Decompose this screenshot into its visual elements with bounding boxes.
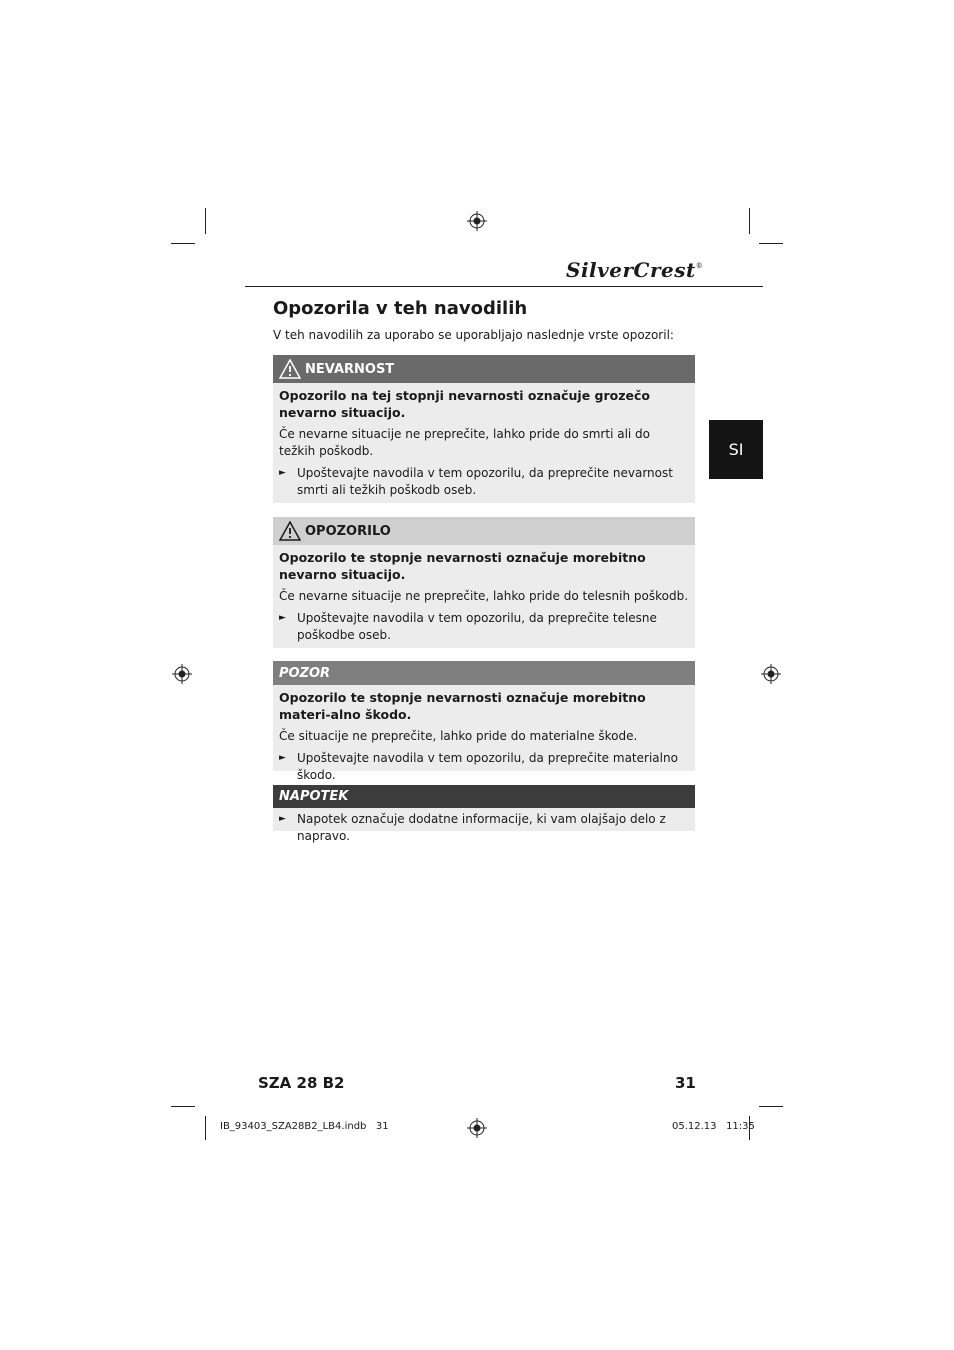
crop-mark — [759, 1106, 783, 1107]
list-item-text: Upoštevajte navodila v tem opozorilu, da preprečite materialno škodo. — [297, 751, 678, 782]
bullet-arrow-icon: ► — [279, 613, 286, 623]
warning-box-opozorilo — [273, 517, 695, 648]
box-heading-label: OPOZORILO — [305, 523, 391, 539]
box-heading-label: NAPOTEK — [279, 789, 349, 804]
box-text: Če nevarne situacije ne preprečite, lahko pride do smrti ali do težkih poškodb. — [279, 427, 651, 458]
list-item-text: Upoštevajte navodila v tem opozorilu, da preprečite nevarnost smrti ali težkih poškodb oseb. — [297, 466, 673, 497]
box-heading — [273, 517, 695, 545]
box-text: Če nevarne situacije ne preprečite, lahko pride do telesnih poškodb. — [279, 589, 689, 603]
registration-mark-icon — [467, 211, 487, 231]
crop-mark — [171, 243, 195, 244]
model-number: SZA 28 B2 — [258, 1074, 345, 1092]
page-number: 31 — [675, 1074, 696, 1092]
bullet-arrow-icon: ► — [279, 753, 286, 763]
list-item-text: Upoštevajte navodila v tem opozorilu, da preprečite telesne poškodbe oseb. — [297, 611, 657, 642]
bullet-arrow-icon: ► — [279, 468, 286, 478]
warning-triangle-icon — [279, 359, 301, 379]
bullet-arrow-icon: ► — [279, 814, 286, 824]
box-heading — [273, 785, 695, 808]
warning-box-nevarnost — [273, 355, 695, 503]
page-title: Opozorila v teh navodilih — [273, 298, 528, 319]
box-text: Če situacije ne preprečite, lahko pride do materialne škode. — [279, 729, 638, 743]
list-item — [279, 610, 689, 644]
warning-box-pozor — [273, 661, 695, 782]
warning-triangle-icon — [279, 521, 301, 541]
language-tab: SI — [709, 420, 763, 479]
box-heading-label: POZOR — [279, 665, 331, 681]
registration-mark-icon — [467, 1118, 487, 1138]
header-rule — [245, 286, 763, 287]
print-file-info: IB_93403_SZA28B2_LB4.indb 31 — [220, 1121, 389, 1132]
box-lead: Opozorilo na tej stopnji nevarnosti označuje grozečo nevarno situacijo. — [279, 388, 650, 420]
brand-logo: SilverCrest® — [566, 258, 704, 282]
list-item — [279, 465, 689, 499]
crop-mark — [759, 243, 783, 244]
box-lead: Opozorilo te stopnje nevarnosti označuje morebitno nevarno situacijo. — [279, 550, 646, 582]
registration-mark-icon — [761, 664, 781, 684]
crop-mark — [171, 1106, 195, 1107]
print-date-info: 05.12.13 11:35 — [672, 1121, 755, 1132]
box-lead: Opozorilo te stopnje nevarnosti označuje morebitno materi-alno škodo. — [279, 690, 646, 722]
list-item — [279, 750, 689, 784]
list-item — [279, 811, 689, 845]
warning-box-napotek — [273, 785, 695, 843]
crop-mark — [749, 208, 750, 234]
registration-mark-icon — [172, 664, 192, 684]
crop-mark — [205, 1116, 206, 1140]
list-item-text: Napotek označuje dodatne informacije, ki vam olajšajo delo z napravo. — [297, 812, 666, 843]
box-heading-label: NEVARNOST — [305, 361, 395, 377]
crop-mark — [205, 208, 206, 234]
intro-text: V teh navodilih za uporabo se uporabljajo naslednje vrste opozoril: — [273, 328, 674, 342]
box-heading — [273, 661, 695, 685]
box-heading — [273, 355, 695, 383]
